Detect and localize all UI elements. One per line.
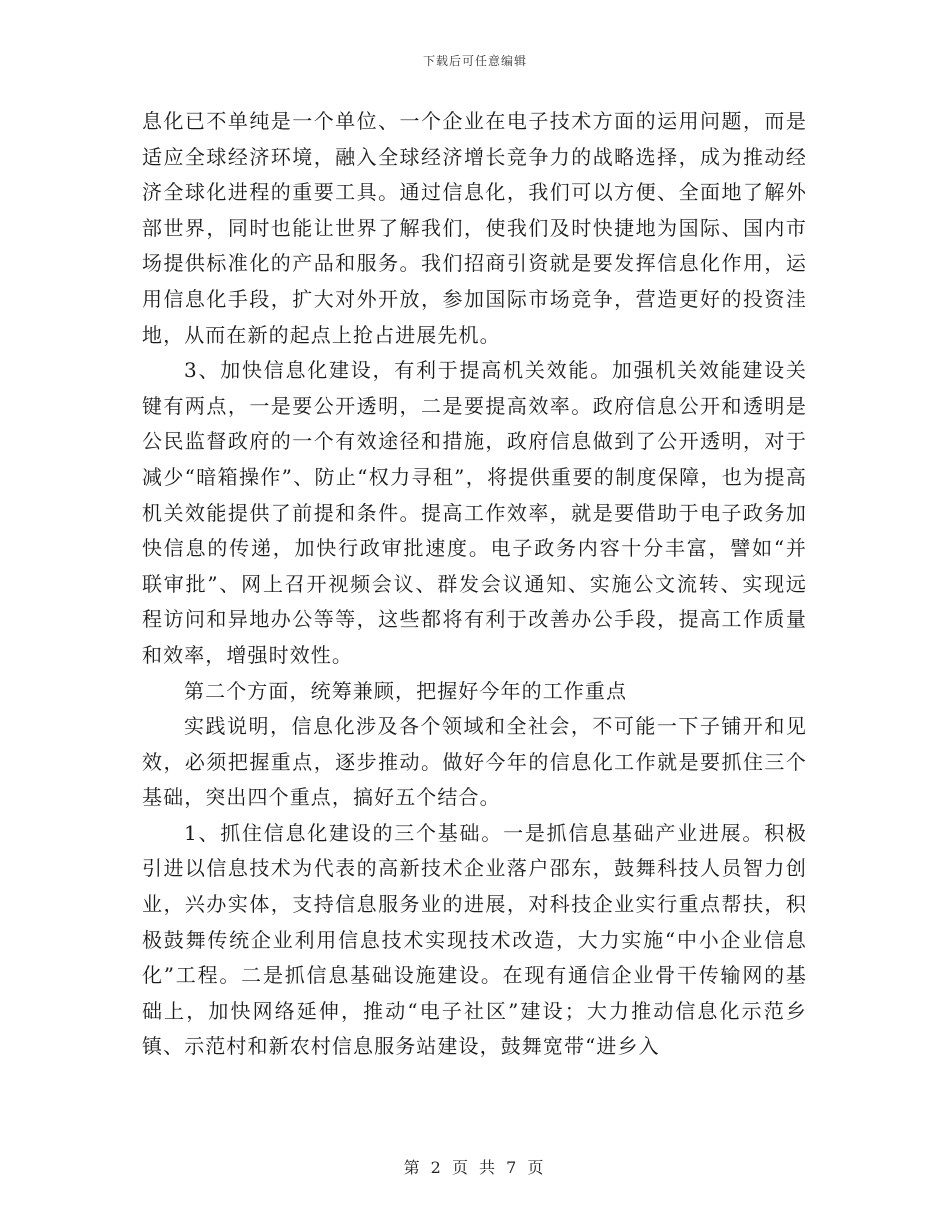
document-body (142, 104, 807, 1065)
page-number-footer: 第 2 页 共 7 页 (403, 1158, 547, 1177)
body-paragraph-practice: 实践说明，信息化涉及各个领域和全社会，不可能一下子铺开和见效，必须把握重点，逐步推动。做好今年的信息化工作就是要抓住三个基础，突出四个重点，搞好五个结合。 (142, 714, 807, 810)
section-heading: 第二个方面，统筹兼顾，把握好今年的工作重点 (184, 678, 628, 703)
body-paragraph-item-1: 1、抓住信息化建设的三个基础。一是抓信息基础产业进展。积极引进以信息技术为代表的高新技术企业落户邵东，鼓舞科技人员智力创业，兴办实体，支持信息服务业的进展，对科技企业实行重点帮扶，积极鼓舞传统企业利用信息技术实现技术改造，大力实施“中小企业信息化”工程。二是抓信息基础设施建设。在现有通信企业骨干传输网的基础上，加快网络延伸，推动“电子社区”建设；大力推动信息化示范乡镇、示范村和新农村信息服务站建设，鼓舞宽带“进乡入 (142, 820, 807, 1059)
header-note: 下载后可任意编辑 (422, 54, 527, 68)
body-paragraph-item-3: 3、加快信息化建设，有利于提高机关效能。加强机关效能建设关键有两点，一是要公开透明，二是要提高效率。政府信息公开和透明是公民监督政府的一个有效途径和措施，政府信息做到了公开透明，对于减少“暗箱操作”、防止“权力寻租”，将提供重要的制度保障，也为提高机关效能提供了前提和条件。提高工作效率，就是要借助于电子政务加快信息的传递，加快行政审批速度。电子政务内容十分丰富，譬如“并联审批”、网上召开视频会议、群发会议通知、实施公文流转、实现远程访问和异地办公等等，这些都将有利于改善办公手段，提高工作质量和效率，增强时效性。 (142, 358, 807, 667)
body-paragraph-continuation: 息化已不单纯是一个单位、一个企业在电子技术方面的运用问题，而是适应全球经济环境，融入全球经济增长竞争力的战略选择，成为推动经济全球化进程的重要工具。通过信息化，我们可以方便、全面地了解外部世界，同时也能让世界了解我们，使我们及时快捷地为国际、国内市场提供标准化的产品和服务。我们招商引资就是要发挥信息化作用，运用信息化手段，扩大对外开放，参加国际市场竞争，营造更好的投资洼地，从而在新的起点上抢占进展先机。 (142, 109, 807, 347)
